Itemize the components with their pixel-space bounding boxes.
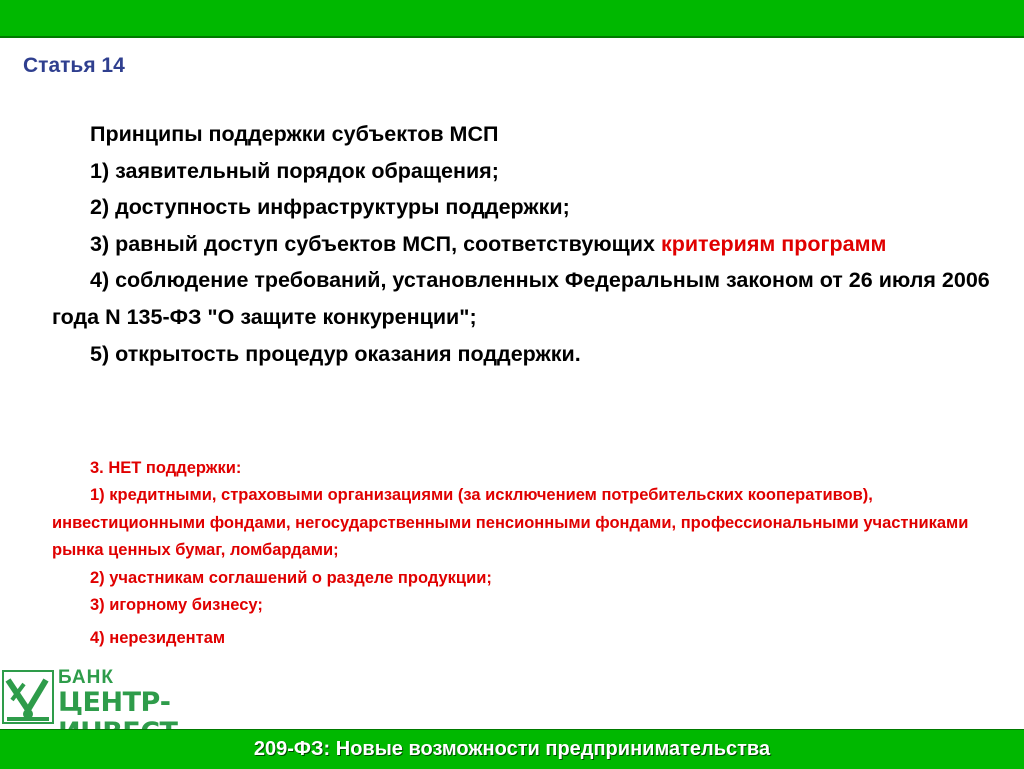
footer-bar bbox=[0, 729, 1024, 769]
principle-item-3-highlight: критериям программ bbox=[660, 231, 887, 256]
footer-title: 209-ФЗ: Новые возможности предпринимательства bbox=[253, 738, 771, 760]
no-support-section bbox=[52, 455, 1014, 653]
top-bar bbox=[0, 0, 1024, 38]
bank-logo bbox=[2, 667, 262, 727]
no-support-item-3: 3) игорному бизнесу; bbox=[90, 596, 263, 615]
bank-logo-line2: ЦЕНТР- bbox=[58, 687, 171, 718]
principle-item-2: 2) доступность инфраструктуры поддержки; bbox=[90, 195, 570, 220]
no-support-heading: 3. НЕТ поддержки: bbox=[90, 459, 242, 477]
bank-logo-line1: БАНК bbox=[58, 667, 114, 688]
principle-item-5: 5) открытость процедур оказания поддержки. bbox=[90, 341, 581, 366]
no-support-item-1: 1) кредитными, страховыми организациями (за исключением потребительских кооперативов), инвестиционными фондами, негосударственными пенсионными фондами, профессиональными участниками рынка ценных бумаг, ломбардами; bbox=[52, 486, 969, 560]
principle-item-3 bbox=[52, 226, 1014, 263]
article-title: Статья 14 bbox=[23, 54, 125, 77]
principles-heading: Принципы поддержки субъектов МСП bbox=[90, 122, 499, 146]
no-support-item-4: 4) нерезидентам bbox=[90, 629, 226, 648]
principles-section bbox=[52, 116, 1014, 372]
bank-logo-icon bbox=[2, 670, 54, 724]
principle-item-4: 4) соблюдение требований, установленных Федеральным законом от 26 июля 2006 года N 135-ФЗ "О защите конкуренции"; bbox=[52, 268, 990, 329]
principle-item-3-text: 3) равный доступ субъектов МСП, соответствующих bbox=[90, 231, 661, 256]
no-support-item-2: 2) участникам соглашений о разделе продукции; bbox=[90, 568, 492, 587]
principle-item-1: 1) заявительный порядок обращения; bbox=[90, 158, 499, 183]
